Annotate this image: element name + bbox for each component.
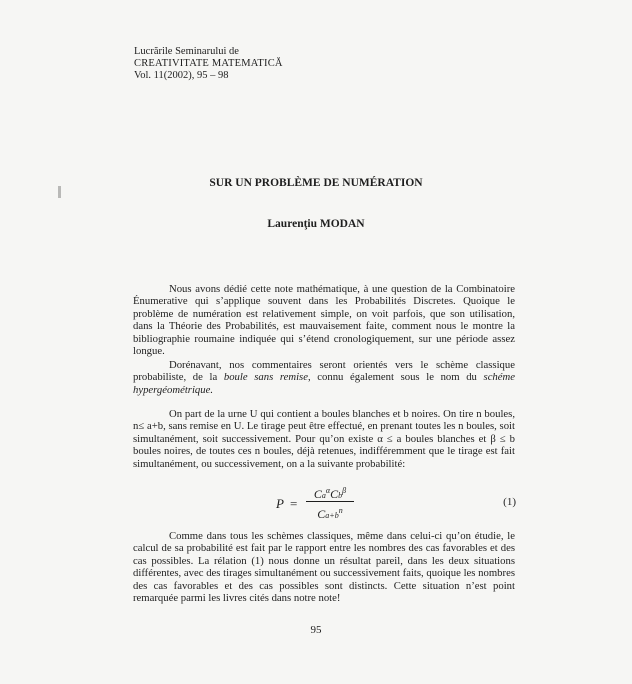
formula-num-c2: C: [330, 487, 339, 501]
header-line-1: Lucrările Seminarului de: [134, 46, 239, 57]
journal-header: [134, 46, 283, 82]
formula-denominator: [306, 503, 354, 524]
header-volume: Vol. 11(2002), 95 – 98: [134, 70, 229, 81]
paragraph-2-part-a: Dorénavant, nos commentaires seront orientés vers le schème classique probabiliste, de la: [133, 359, 515, 384]
paragraph-2-italic-term: boule sans remise: [223, 371, 308, 384]
formula-num-c2-sub: b: [338, 491, 343, 500]
paragraph-3-text: On part de la urne U qui contient a boules blanches et b noires. On tire n boules, n≤ a+b, sans remise en U. Le tirage peut être effectué, en prenant toutes les n boules, soit simultanément, soit successivement. Pour qu’on existe α ≤ a boules blanches et β ≤ b boules noires, de toutes ces n boules, déjà retenues, indifféremment que le tirage est fait simultanément, ou successivement, on a la suivante probabilité:: [133, 408, 515, 470]
formula-num-c2-sup: β: [342, 486, 347, 495]
formula-1: [276, 483, 516, 527]
formula-num-c1: C: [313, 487, 322, 501]
paragraph-4: [133, 530, 515, 604]
formula-num-c1-sup: α: [325, 486, 331, 495]
paragraph-1-text: Nous avons dédié cette note mathématique, à une question de la Combinatoire Énumerative qui s’applique souvent dans les Probabilités Discretes. Quoique le problème de numération est relativement simple, on voit parfois, que son utilisation, dans la Théorie des Probabilités, est mauvaisement faite, comment nous le montre la bibliographie roumaine indiquée qui s’étend cronologiquement, sur une période assez longue.: [133, 283, 515, 358]
page-number: 95: [310, 624, 322, 636]
formula-lhs: P: [276, 496, 284, 511]
formula-fraction-bar: [306, 501, 354, 502]
paragraph-3: [133, 408, 515, 470]
paragraph-2-text: [133, 359, 515, 396]
paragraph-2-part-c: , connu également sous le nom du: [307, 371, 484, 384]
formula-den-sub: a+b: [325, 511, 339, 520]
paragraph-1: [133, 283, 515, 357]
header-journal-name: CREATIVITATE MATEMATICĂ: [134, 58, 283, 69]
formula-den-sup: n: [338, 506, 343, 515]
formula-numerator: [306, 483, 354, 500]
formula-den-c: C: [317, 507, 326, 521]
paragraph-2-italic-term-2: schéme hypergéométrique.: [133, 371, 515, 396]
paper-title: SUR UN PROBLÈME DE NUMÉRATION: [209, 177, 423, 189]
formula-number: (1): [503, 496, 516, 508]
paragraph-2: [133, 359, 515, 396]
formula-num-c1-sub: a: [321, 491, 326, 500]
formula-equals: =: [290, 496, 298, 511]
formula-fraction: [306, 483, 354, 524]
paragraph-4-text: Comme dans tous les schèmes classiques, même dans celui-ci qu’on étudie, le calcul de sa probabilité est fait par le rapport entre les nombres des cas favorables et des cas possibles. La rélation (1) nous donne un résultat pareil, dans les deux situations différentes, avec des tirages simultanément ou successivement faits, quoique les nombres des cas favorables et des cas possibles sont distincts. Cette situation n’est point remarquée parmi les livres cités dans notre note!: [133, 530, 515, 605]
paper-author: Laurenţiu MODAN: [267, 218, 365, 230]
